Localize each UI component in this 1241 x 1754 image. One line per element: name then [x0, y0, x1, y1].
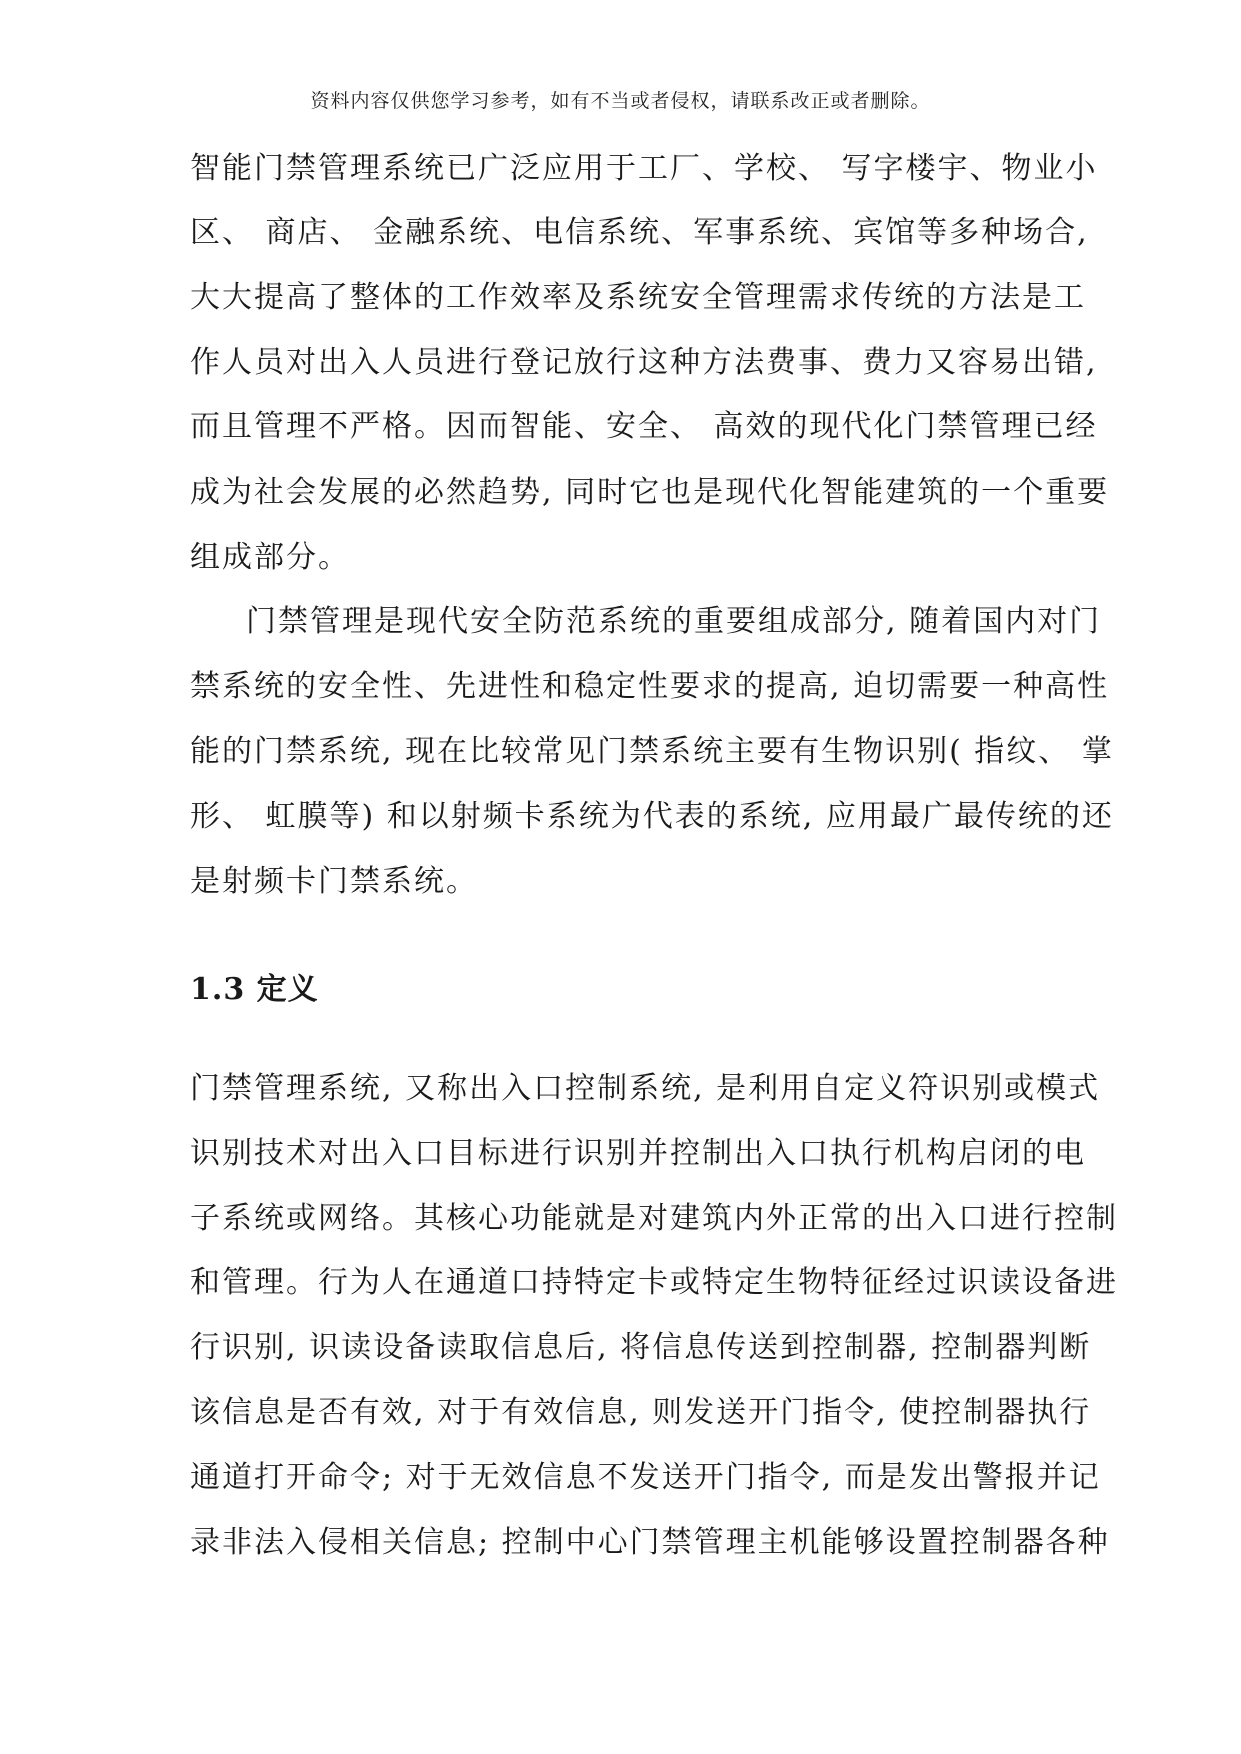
paragraph-1-line: 成为社会发展的必然趋势, 同时它也是现代化智能建筑的一个重要	[190, 475, 1110, 510]
paragraph-1-line: 大大提高了整体的工作效率及系统安全管理需求传统的方法是工	[190, 280, 1086, 315]
paragraph-3-line: 子系统或网络。其核心功能就是对建筑内外正常的出入口进行控制	[190, 1201, 1118, 1236]
paragraph-2-line: 形、 虹膜等) 和以射频卡系统为代表的系统, 应用最广最传统的还	[190, 799, 1114, 834]
paragraph-3-line: 和管理。行为人在通道口持特定卡或特定生物特征经过识读设备进	[190, 1265, 1118, 1300]
paragraph-3-line: 识别技术对出入口目标进行识别并控制出入口执行机构启闭的电	[190, 1136, 1086, 1171]
paragraph-1-line: 作人员对出入人员进行登记放行这种方法费事、费力又容易出错,	[190, 345, 1098, 380]
paragraph-3-line: 该信息是否有效, 对于有效信息, 则发送开门指令, 使控制器执行	[190, 1395, 1092, 1430]
paragraph-2-line: 能的门禁系统, 现在比较常见门禁系统主要有生物识别( 指纹、 掌	[190, 734, 1114, 769]
paragraph-2-line: 是射频卡门禁系统。	[190, 864, 478, 899]
paragraph-3-line: 录非法入侵相关信息; 控制中心门禁管理主机能够设置控制器各种	[190, 1525, 1110, 1560]
header-disclaimer: 资料内容仅供您学习参考，如有不当或者侵权，请联系改正或者删除。	[310, 90, 931, 112]
paragraph-3-line: 门禁管理系统, 又称出入口控制系统, 是利用自定义符识别或模式	[190, 1071, 1101, 1106]
paragraph-1-line: 区、 商店、 金融系统、电信系统、军事系统、宾馆等多种场合,	[190, 215, 1089, 250]
paragraph-1-line: 智能门禁管理系统已广泛应用于工厂、学校、 写字楼宇、物业小	[190, 151, 1098, 186]
paragraph-3-line: 通道打开命令; 对于无效信息不发送开门指令, 而是发出警报并记	[190, 1460, 1101, 1495]
paragraph-1-line: 而且管理不严格。因而智能、安全、 高效的现代化门禁管理已经	[190, 409, 1098, 444]
paragraph-2-line: 门禁管理是现代安全防范系统的重要组成部分, 随着国内对门	[246, 604, 1102, 639]
paragraph-1-line: 组成部分。	[190, 540, 350, 575]
paragraph-2-line: 禁系统的安全性、先进性和稳定性要求的提高, 迫切需要一种高性	[190, 669, 1110, 704]
section-heading: 1.3 定义	[190, 972, 319, 1007]
paragraph-3-line: 行识别, 识读设备读取信息后, 将信息传送到控制器, 控制器判断	[190, 1330, 1092, 1365]
